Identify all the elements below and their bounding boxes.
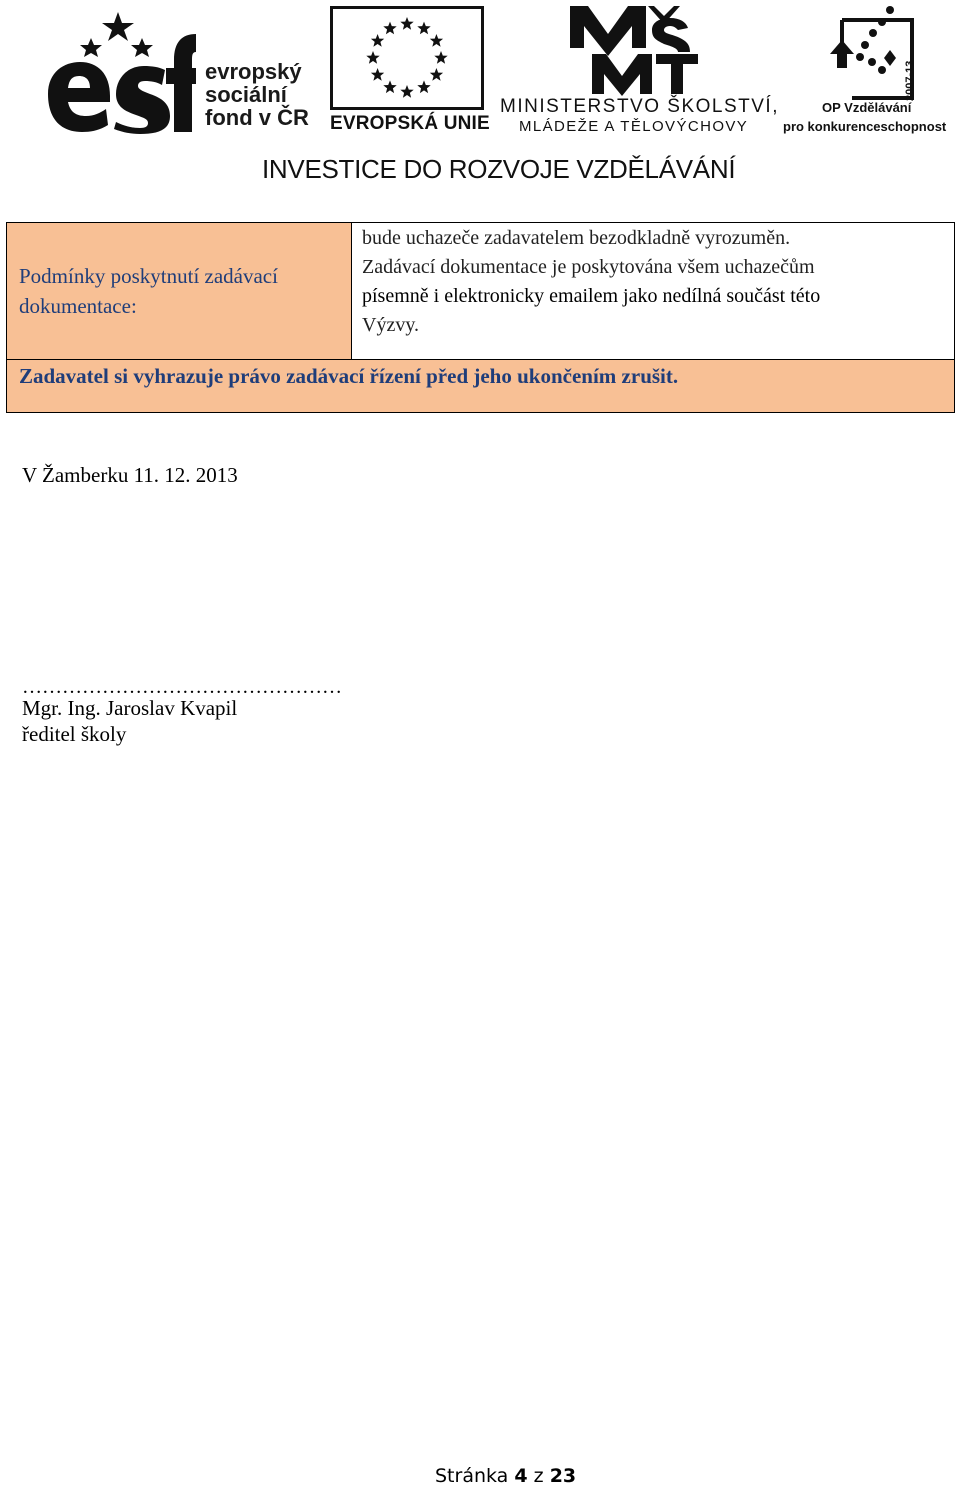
page-total: 23 [549, 1465, 577, 1487]
signer-role: ředitel školy [22, 722, 127, 746]
conditions-text-cell [352, 223, 955, 360]
conditions-label-line-1: Podmínky poskytnutí zadávací [19, 264, 278, 288]
esf-line-1: evropský [205, 59, 302, 84]
op-badge [900, 55, 918, 103]
conditions-text-line-4: Výzvy. [362, 314, 420, 336]
op-badge-text: 2007-13 [904, 60, 916, 101]
page-number [435, 1465, 576, 1487]
place-date: V Žamberku 11. 12. 2013 [22, 463, 238, 487]
conditions-table [6, 222, 955, 413]
eu-flag-stars-icon [330, 6, 484, 110]
conditions-text-line-3: písemně i elektronicky emailem jako nedílná součást této [362, 285, 821, 307]
signature-line: ………………………………………… [22, 676, 342, 698]
msmt-caption-line-1: MINISTERSTVO ŠKOLSTVÍ, [500, 96, 779, 117]
op-caption-line-2: pro konkurenceschopnost [783, 119, 947, 134]
msmt-caption-line-2: MLÁDEŽE A TĚLOVÝCHOVY [519, 118, 749, 135]
conditions-label-cell [7, 223, 352, 360]
esf-logo-text [205, 60, 309, 129]
esf-line-2: sociální [205, 82, 287, 107]
eu-caption: EVROPSKÁ UNIE [330, 113, 490, 134]
esf-line-3: fond v ČR [205, 105, 309, 130]
tagline: INVESTICE DO ROZVOJE VZDĚLÁVÁNÍ [262, 154, 736, 184]
conditions-text-line-2: Zadávací dokumentace je poskytována všem uchazečům [362, 256, 815, 278]
signer-name: Mgr. Ing. Jaroslav Kvapil [22, 696, 238, 720]
table-row [7, 360, 955, 413]
page-prefix: Stránka [435, 1465, 509, 1487]
conditions-text-line-1: bude uchazeče zadavatelem bezodkladně vyrozuměn. [362, 227, 791, 249]
page-current: 4 [514, 1465, 528, 1487]
table-row [7, 223, 955, 360]
table-footer-cell [7, 360, 955, 413]
header-logo-bar [0, 0, 960, 184]
cancellation-notice: Zadavatel si vyhrazuje právo zadávací řízení před jeho ukončením zrušit. [19, 364, 679, 388]
op-caption-line-1: OP Vzdělávání [822, 100, 912, 115]
page-separator: z [533, 1465, 544, 1487]
msmt-monogram-icon [568, 4, 700, 96]
conditions-label-line-2: dokumentace: [19, 294, 137, 318]
esf-logo-icon [44, 10, 196, 134]
